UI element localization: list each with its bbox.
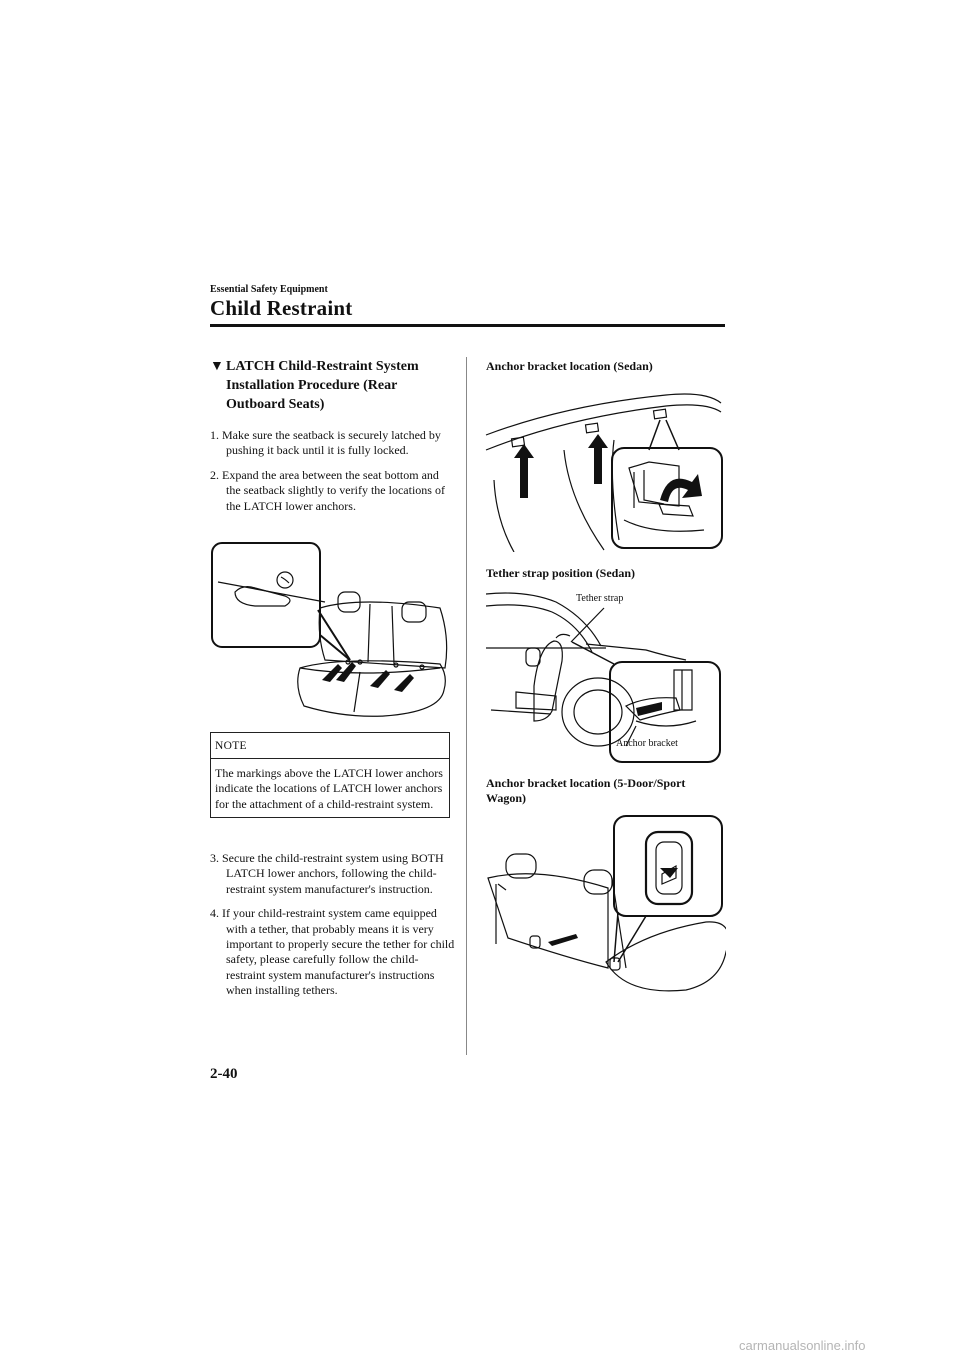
note-box bbox=[210, 732, 450, 818]
anchor-bracket-5door-illustration bbox=[486, 812, 726, 994]
left-column-steps bbox=[210, 851, 455, 999]
section-heading bbox=[210, 357, 455, 414]
page-title: Child Restraint bbox=[210, 296, 353, 320]
caption-anchor-sedan: Anchor bracket location (Sedan) bbox=[486, 359, 653, 373]
step-4: 4. If your child-restraint system came equipped with a tether, that probably means it is very important to properly secure the tether for child safety, please carefully follow the child-restraint system manufacturer's instructions when installing tethers. bbox=[210, 906, 455, 998]
step-3: 3. Secure the child-restraint system using BOTH LATCH lower anchors, following the child-restraint system manufacturer's instruction. bbox=[210, 851, 444, 896]
anchor-bracket-sedan-illustration bbox=[484, 380, 729, 552]
note-body: The markings above the LATCH lower anchors indicate the locations of LATCH lower anchors for the attachment of a child-restraint system. bbox=[215, 766, 443, 811]
section-heading-text: LATCH Child-Restraint System Installation Procedure (Rear Outboard Seats) bbox=[226, 359, 419, 412]
column-divider bbox=[466, 357, 467, 1055]
step-2: 2. Expand the area between the seat bottom and the seatback slightly to verify the locations of the LATCH lower anchors. bbox=[210, 467, 445, 513]
section-label: Essential Safety Equipment bbox=[210, 284, 328, 295]
watermark: carmanualsonline.info bbox=[739, 1338, 866, 1353]
caption-tether-sedan: Tether strap position (Sedan) bbox=[486, 566, 636, 580]
triangle-marker-icon: ▼ bbox=[210, 359, 224, 374]
step-1: 1. Make sure the seatback is securely latched by pushing it back until it is fully locked. bbox=[210, 428, 441, 458]
label-anchor-bracket: Anchor bracket bbox=[616, 738, 678, 749]
page-number: 2-40 bbox=[210, 1066, 238, 1082]
tether-strap-sedan-illustration bbox=[486, 586, 726, 766]
label-tether-strap: Tether strap bbox=[576, 593, 624, 604]
left-column bbox=[210, 357, 455, 514]
note-heading: NOTE bbox=[211, 733, 449, 759]
rear-seat-latch-illustration bbox=[210, 540, 455, 720]
caption-anchor-5door: Anchor bracket location (5-Door/Sport Wagon) bbox=[486, 776, 686, 805]
title-rule bbox=[210, 324, 725, 327]
